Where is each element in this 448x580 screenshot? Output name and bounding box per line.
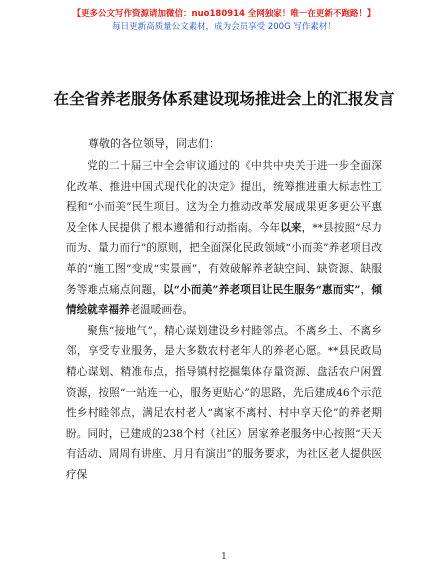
p1-bold-closing: 倾情绘就幸福养 — [66, 283, 383, 317]
page-number: 1 — [221, 552, 227, 562]
p2-number-46: 46 — [336, 386, 350, 399]
p2-text-f: 个村（社区）居家养老服务中心按照“天天有活动、周周有讲座、月月有演出”的服务要求，为社区老人提供医疗保 — [66, 427, 382, 481]
promo-line-membership: 每日更新高质量公文素材，成为会员享受 200G 写作素材！ — [112, 22, 336, 32]
promo-line-wechat: 【更多公文写作资源请加微信：nuo180914 全网独家！唯一在更新不跑路！】 — [72, 9, 376, 19]
p1-bold-theme: 以“小而美”养老项目让民生服务“惠而实” — [163, 283, 361, 296]
p2-text-d: 个示范性乡村睦邻点，满足农村老人“离家不离村、村中享天伦”的养老期盼。同时，已建成的 — [66, 386, 382, 440]
paragraph-2 — [66, 321, 382, 486]
p2-number-238: 238 — [162, 427, 183, 440]
p1-bold-since: 以来 — [280, 221, 302, 234]
document-body — [66, 156, 382, 486]
p2-text-a: 聚焦“接地气”，精心谋划建设乡村睦邻点。不离乡土、不离乡邻，享受专业服务，是大多数农村老年人的养老心愿。 — [66, 324, 382, 358]
p1-text-g: 老温暖画卷。 — [129, 304, 194, 317]
document-title: 在全省养老服务体系建设现场推进会上的汇报发言 — [53, 90, 395, 108]
p1-text-a: 党的二十届三中全会审议通过的《中共中央关于进一步全面深化改革、推进中国式现代化的决定》提出，统筹推进重大标志性工程和“小而美”民生项目。这为全力推动改革发展成果更多更公平惠及全体人民提供了根本遵循和行动指南。今年 — [66, 160, 382, 234]
p1-text-e: ， — [360, 283, 372, 296]
p1-text-c: ，**县按照“尽力而为、量力而行”的原则，把全面深化民政领域“小而美”养老项目改革的“施工图”变成“实景画”，有效破解养老缺空间、缺资源、缺服务等难点痛点问题， — [66, 221, 383, 296]
p2-text-b: **县民政局精心谋划、精准布点，指导镇村挖掘集体存量资源、盘活农户闲置资源，按照“一站连一心，服务更贴心”的思路，先后建成 — [66, 345, 383, 399]
salutation: 尊敬的各位领导，同志们： — [88, 137, 220, 150]
paragraph-1 — [66, 156, 382, 321]
promo-banner — [0, 8, 448, 34]
